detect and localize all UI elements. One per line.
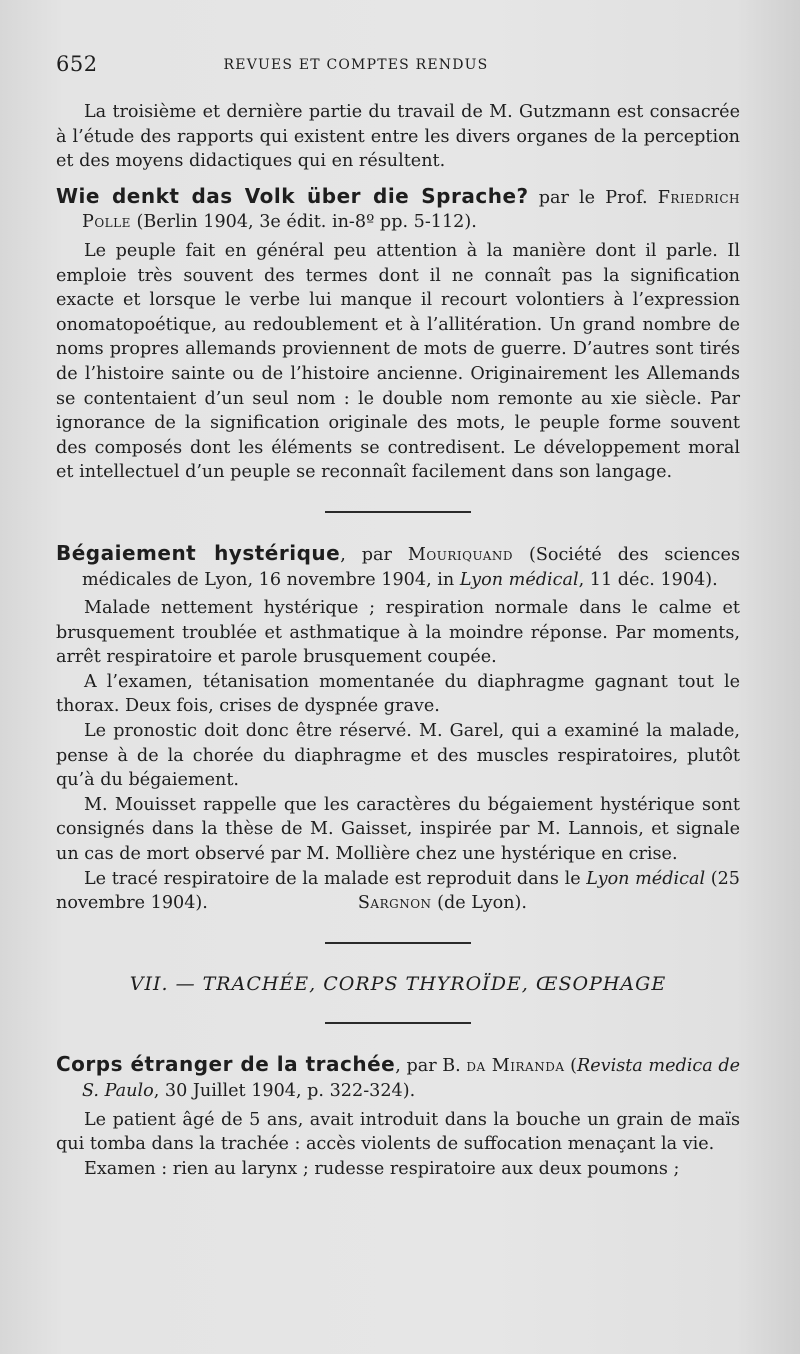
entry-author: Mouriquand xyxy=(407,544,513,565)
separator-rule xyxy=(325,511,471,513)
separator-rule xyxy=(325,942,471,944)
entry-paragraph: Le peuple fait en général peu attention à la manière dont il parle. Il emploie très souvent des termes dont il ne connaît pas la signification exacte et lorsque le verbe lui manque il recourt volontiers à l’expression onomatopoétique, au redoublement et à l’allitération. Un grand nombre de noms propres allemands proviennent de mots de guerre. D’autres sont tirés de l’histoire sainte ou de l’histoire ancienne. Originairement les Allemands se contentaient d’un seul nom : le double nom remonte au xie siècle. Par ignorance de la signification originale des mots, le peuple forme souvent des composés dont les éléments se contredisent. Le développement moral et intellectuel d’un peuple se reconnaît facilement dans son langage. xyxy=(56,240,740,483)
separator-rule xyxy=(325,1022,471,1024)
entry-reference-end: , 30 Juillet 1904, p. 322-324). xyxy=(153,1081,416,1101)
signature-place: (de Lyon). xyxy=(431,893,527,914)
entry-paragraph: A l’examen, tétanisation momentanée du diaphragme gagnant tout le thorax. Deux fois, crises de dyspnée grave. xyxy=(56,671,740,717)
entry-title: Corps étranger de la trachée xyxy=(56,1052,396,1077)
review-entry-volk xyxy=(56,184,740,235)
paragraph-text: Le tracé respiratoire de la malade est reproduit dans le xyxy=(84,868,587,889)
entry-title: Wie denkt das Volk über die Sprache? xyxy=(56,183,529,208)
entry-reference-end: , 11 déc. 1904). xyxy=(578,569,718,590)
entry-paragraph: Malade nettement hystérique ; respiration normale dans le calme et brusquement troublée et asthmatique à la moindre réponse. Par moments, arrêt respiratoire et parole brusquement coupée. xyxy=(56,598,740,668)
paragraph-text-end: (25 novembre 1904). xyxy=(56,868,740,914)
page-number: 652 xyxy=(56,52,98,76)
entry-reference: (Société des sciences médicales de Lyon, 16 novembre 1904, in xyxy=(82,544,740,590)
entry-by: , par B. xyxy=(395,1056,467,1077)
entry-reference: (Berlin 1904, 3e édit. in-8º pp. 5-112). xyxy=(130,212,477,233)
entry-paragraph: Examen : rien au larynx ; rudesse respiratoire aux deux poumons ; xyxy=(84,1158,680,1179)
page-body xyxy=(56,100,740,1181)
entry-reference: ( xyxy=(564,1056,577,1077)
entry-paragraph: Le patient âgé de 5 ans, avait introduit dans la bouche un grain de maïs qui tomba dans la trachée : accès violents de suffocation menaçant la vie. xyxy=(56,1109,740,1155)
entry-by: par le Prof. xyxy=(528,187,658,208)
journal-name: Lyon médical xyxy=(586,868,706,889)
signature-author: Sargnon xyxy=(357,893,432,914)
section-heading: VII. — TRACHÉE, CORPS THYROÏDE, ŒSOPHAGE xyxy=(129,972,667,995)
entry-by: , par xyxy=(340,544,408,565)
entry-title: Bégaiement hystérique xyxy=(56,540,341,565)
page-header xyxy=(56,52,746,84)
entry-author: Friedrich Polle xyxy=(82,187,741,233)
review-entry-begaiement xyxy=(56,541,740,592)
review-entry-trachee xyxy=(56,1052,740,1103)
running-title: REVUES ET COMPTES RENDUS xyxy=(223,57,489,73)
entry-paragraph: Le pronostic doit donc être réservé. M. Garel, qui a examiné la malade, pense à de la chorée du diaphragme et des muscles respiratoires, plutôt qu’à du bégaiement. xyxy=(56,721,740,791)
entry-author: da Miranda xyxy=(466,1056,565,1077)
entry-paragraph: M. Mouisset rappelle que les caractères du bégaiement hystérique sont consignés dans la thèse de M. Gaisset, inspirée par M. Lannois, et signale un cas de mort observé par M. Mollière chez une hystérique en crise. xyxy=(56,794,740,865)
entry-paragraph-last xyxy=(56,867,740,916)
journal-name: Lyon médical xyxy=(459,569,579,590)
journal-name: Revista medica de S. Paulo xyxy=(82,1056,740,1101)
intro-paragraph: La troisième et dernière partie du travail de M. Gutzmann est consacrée à l’étude des rapports qui existent entre les divers organes de la perception et des moyens didactiques qui en résultent. xyxy=(56,102,740,172)
